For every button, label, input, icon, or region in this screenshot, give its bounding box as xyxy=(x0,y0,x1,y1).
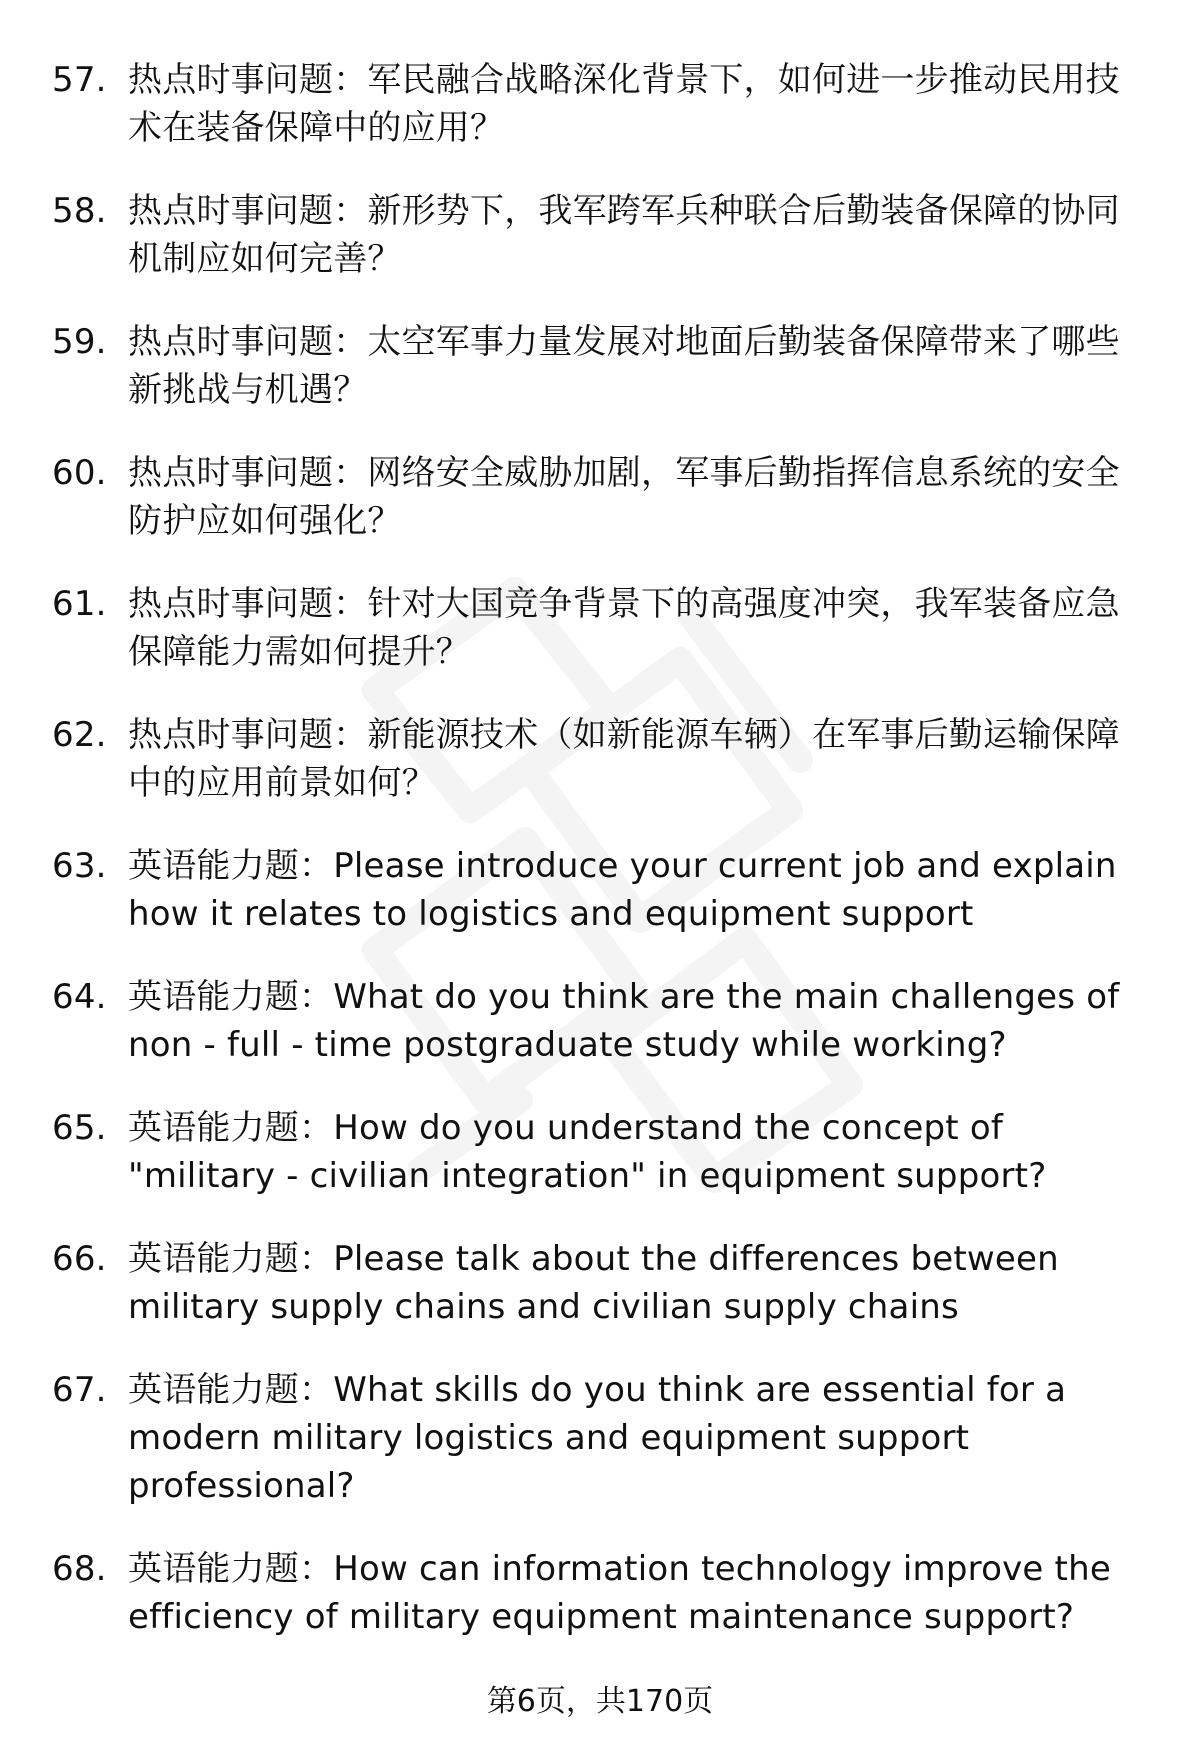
question-item xyxy=(52,1545,1152,1641)
question-number: 57. xyxy=(52,60,107,100)
question-text: 英语能力题：Please introduce your current job and explain how it relates to logistics and equipment support xyxy=(128,846,1117,934)
question-text: 热点时事问题：新形势下，我军跨军兵种联合后勤装备保障的协同机制应如何完善？ xyxy=(128,191,1120,279)
question-text: 英语能力题：What do you think are the main challenges of non - full - time postgraduate study while working? xyxy=(128,977,1120,1065)
question-item xyxy=(52,56,1152,152)
question-number: 65. xyxy=(52,1108,107,1148)
question-number: 68. xyxy=(52,1549,107,1589)
question-text: 热点时事问题：新能源技术（如新能源车辆）在军事后勤运输保障中的应用前景如何？ xyxy=(128,715,1120,803)
question-number: 66. xyxy=(52,1239,107,1279)
question-item xyxy=(52,711,1152,807)
question-number: 58. xyxy=(52,191,107,231)
page-number-label: 第6页，共170页 xyxy=(486,1684,714,1719)
question-text: 英语能力题：How can information technology improve the efficiency of military equipment maintenance support? xyxy=(128,1549,1111,1637)
question-number: 64. xyxy=(52,977,107,1017)
question-item xyxy=(52,1366,1152,1510)
question-text: 英语能力题：What skills do you think are essential for a modern military logistics and equipment support professional? xyxy=(128,1370,1067,1506)
question-number: 60. xyxy=(52,453,107,493)
question-item xyxy=(52,187,1152,283)
question-number: 63. xyxy=(52,846,107,886)
question-item xyxy=(52,318,1152,414)
question-number: 62. xyxy=(52,715,107,755)
question-item xyxy=(52,842,1152,938)
question-number: 59. xyxy=(52,322,107,362)
question-item xyxy=(52,580,1152,676)
question-text: 热点时事问题：网络安全威胁加剧，军事后勤指挥信息系统的安全防护应如何强化？ xyxy=(128,453,1120,541)
question-text: 英语能力题：Please talk about the differences between military supply chains and civilian supply chains xyxy=(128,1239,1059,1327)
question-text: 热点时事问题：军民融合战略深化背景下，如何进一步推动民用技术在装备保障中的应用？ xyxy=(128,60,1120,148)
question-item xyxy=(52,1235,1152,1331)
question-item xyxy=(52,449,1152,545)
question-item xyxy=(52,973,1152,1069)
page-footer xyxy=(0,1682,1200,1722)
question-text: 热点时事问题：太空军事力量发展对地面后勤装备保障带来了哪些新挑战与机遇？ xyxy=(128,322,1120,410)
question-list xyxy=(52,56,1152,1676)
question-number: 61. xyxy=(52,584,107,624)
question-text: 热点时事问题：针对大国竞争背景下的高强度冲突，我军装备应急保障能力需如何提升？ xyxy=(128,584,1120,672)
question-text: 英语能力题：How do you understand the concept of "military - civilian integration" in equipment support? xyxy=(128,1108,1047,1196)
question-item xyxy=(52,1104,1152,1200)
question-number: 67. xyxy=(52,1370,107,1410)
